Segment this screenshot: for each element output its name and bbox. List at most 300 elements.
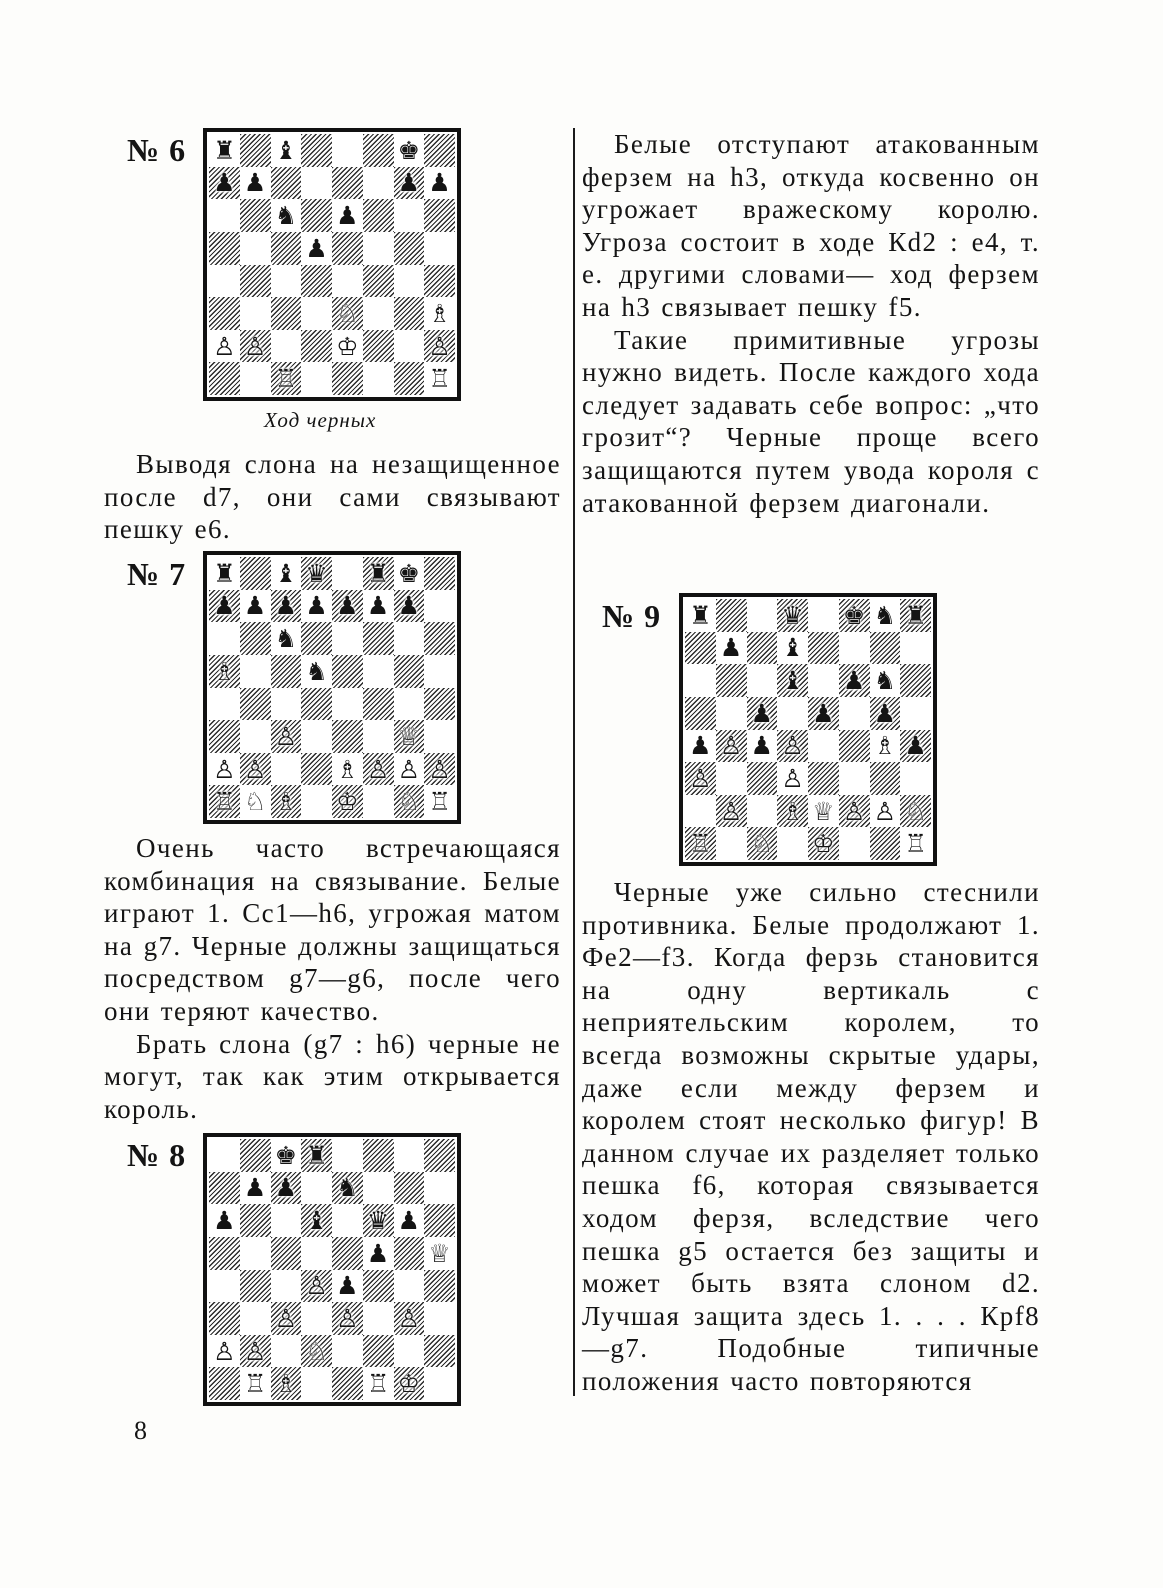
white-pawn-icon: ♙	[719, 731, 743, 761]
board-square	[301, 1139, 332, 1172]
white-rook-icon: ♖	[366, 1369, 390, 1399]
board-square	[424, 1302, 455, 1335]
board-square	[685, 697, 716, 730]
left-paragraph-1-block	[104, 448, 561, 546]
board-square	[271, 297, 302, 330]
white-rook-icon: ♖	[213, 787, 236, 817]
chess-diagram-7	[203, 551, 461, 824]
board-square	[240, 688, 271, 721]
white-pawn-icon: ♙	[243, 1336, 267, 1366]
board-square	[900, 664, 931, 697]
board-square	[363, 1335, 394, 1368]
board-square	[240, 1139, 271, 1172]
board-square	[301, 622, 332, 655]
right-paragraph-2: Такие примитивные угрозы нужно видеть. После каждого хода следует задавать себе вопрос: „что грозит“? Черные проще всего защищаются путем увода короля с атакованной ферзем диагонали.	[582, 324, 1040, 518]
black-queen-icon: ♛	[366, 1206, 390, 1236]
white-pawn-icon: ♙	[428, 754, 451, 784]
diagram-8-label: № 8	[127, 1137, 187, 1173]
board-square	[209, 297, 240, 330]
black-pawn-icon: ♟	[397, 591, 421, 621]
board-square	[839, 664, 870, 697]
board-square	[240, 785, 271, 818]
board-square	[209, 167, 240, 200]
board-square	[209, 720, 240, 753]
white-rook-icon: ♖	[904, 829, 927, 859]
board-square	[808, 762, 839, 795]
board-square	[332, 265, 363, 298]
white-bishop-icon: ♗	[274, 787, 298, 817]
board-square	[394, 1139, 425, 1172]
black-pawn-icon: ♟	[366, 1238, 390, 1268]
board-square	[240, 1204, 271, 1237]
column-divider	[573, 128, 575, 1396]
board-square	[808, 827, 839, 860]
right-paragraph-3-block	[582, 876, 1040, 1398]
board-square	[363, 655, 394, 688]
black-pawn-icon: ♟	[274, 591, 298, 621]
board-square	[240, 297, 271, 330]
board-square	[424, 655, 455, 688]
white-pawn-icon: ♙	[366, 754, 390, 784]
board-square	[363, 199, 394, 232]
board-square	[394, 232, 425, 265]
board-square	[271, 1302, 302, 1335]
chess-diagram-9	[679, 593, 937, 866]
board-square	[271, 232, 302, 265]
board-square	[301, 688, 332, 721]
left-paragraph-2: Очень часто встречающаяся комбинация на связывание. Белые играют 1. Сc1—h6, угрожая матом на g7. Черные должны защищаться посредством g7—g6, после чего они теряют качество.	[104, 833, 561, 1026]
black-pawn-icon: ♟	[366, 591, 390, 621]
white-bishop-icon: ♗	[873, 731, 897, 761]
board-square	[394, 167, 425, 200]
white-queen-icon: ♕	[428, 1238, 451, 1268]
board-square	[209, 265, 240, 298]
board-square	[363, 134, 394, 167]
black-bishop-icon: ♝	[781, 633, 804, 663]
black-pawn-icon: ♟	[719, 633, 743, 663]
board-square	[332, 688, 363, 721]
board-square	[900, 632, 931, 665]
white-rook-icon: ♖	[428, 364, 451, 394]
black-pawn-icon: ♟	[336, 591, 359, 621]
white-pawn-icon: ♙	[689, 763, 712, 793]
diagram-6-caption: Ход черных	[264, 408, 377, 432]
board-square	[363, 590, 394, 623]
board-square	[301, 753, 332, 786]
board-square	[777, 762, 808, 795]
board-square	[332, 1302, 363, 1335]
board-square	[424, 1172, 455, 1205]
board-square	[240, 1302, 271, 1335]
white-queen-icon: ♕	[397, 721, 421, 751]
white-king-icon: ♔	[397, 1369, 421, 1399]
white-pawn-icon: ♙	[274, 1303, 298, 1333]
board-square	[240, 362, 271, 395]
board-square	[394, 265, 425, 298]
board-square	[332, 622, 363, 655]
board-square	[271, 753, 302, 786]
board-square	[209, 330, 240, 363]
board-square	[747, 730, 778, 763]
black-queen-icon: ♛	[305, 558, 328, 588]
board-square	[271, 134, 302, 167]
white-queen-icon: ♕	[812, 796, 835, 826]
black-bishop-icon: ♝	[274, 135, 298, 165]
board-square	[424, 1139, 455, 1172]
board-square	[363, 1139, 394, 1172]
board-square	[301, 1302, 332, 1335]
board-square	[424, 590, 455, 623]
black-king-icon: ♚	[842, 600, 866, 630]
board-square	[363, 720, 394, 753]
board-square	[301, 297, 332, 330]
board-square	[271, 1335, 302, 1368]
board-square	[363, 330, 394, 363]
white-pawn-icon: ♙	[428, 331, 451, 361]
board-square	[777, 697, 808, 730]
black-pawn-icon: ♟	[336, 201, 359, 231]
board-square	[240, 265, 271, 298]
black-pawn-icon: ♟	[213, 1206, 236, 1236]
white-pawn-icon: ♙	[336, 1303, 359, 1333]
white-knight-icon: ♘	[305, 1336, 328, 1366]
board-square	[209, 753, 240, 786]
board-square	[747, 795, 778, 828]
board-square	[240, 1172, 271, 1205]
board-square	[240, 622, 271, 655]
white-pawn-icon: ♙	[213, 754, 236, 784]
board-square	[747, 827, 778, 860]
board-square	[685, 599, 716, 632]
board-square	[716, 827, 747, 860]
board-square	[271, 785, 302, 818]
board-square	[424, 785, 455, 818]
board-square	[209, 1367, 240, 1400]
board-square	[363, 557, 394, 590]
white-rook-icon: ♖	[689, 829, 712, 859]
black-pawn-icon: ♟	[842, 666, 866, 696]
black-knight-icon: ♞	[873, 600, 897, 630]
board-square	[271, 1204, 302, 1237]
board-square	[209, 1172, 240, 1205]
board-square	[777, 795, 808, 828]
board-square	[363, 753, 394, 786]
board-square	[394, 1302, 425, 1335]
board-square	[301, 265, 332, 298]
board-square	[301, 655, 332, 688]
left-paragraph-1: Выводя слона на незащищенное после d7, они сами связывают пешку е6.	[104, 449, 561, 545]
board-square	[716, 795, 747, 828]
board-square	[271, 1237, 302, 1270]
board-square	[900, 697, 931, 730]
board-square	[363, 1172, 394, 1205]
board-square	[870, 599, 901, 632]
board-square	[870, 730, 901, 763]
board-square	[240, 134, 271, 167]
board-square	[870, 762, 901, 795]
board-square	[209, 199, 240, 232]
black-pawn-icon: ♟	[274, 1173, 298, 1203]
white-rook-icon: ♖	[243, 1369, 267, 1399]
white-pawn-icon: ♙	[305, 1271, 328, 1301]
board-square	[271, 557, 302, 590]
board-square	[271, 720, 302, 753]
black-rook-icon: ♜	[689, 600, 712, 630]
black-pawn-icon: ♟	[305, 591, 328, 621]
board-square	[301, 330, 332, 363]
board-square	[394, 1270, 425, 1303]
board-square	[301, 362, 332, 395]
board-square	[271, 1367, 302, 1400]
black-bishop-icon: ♝	[274, 558, 298, 588]
black-pawn-icon: ♟	[243, 591, 267, 621]
board-square	[394, 590, 425, 623]
white-bishop-icon: ♗	[428, 298, 451, 328]
white-pawn-icon: ♙	[873, 796, 897, 826]
board-square	[870, 697, 901, 730]
page-number: 8	[134, 1416, 147, 1445]
black-pawn-icon: ♟	[243, 1173, 267, 1203]
board-square	[240, 167, 271, 200]
board-square	[808, 730, 839, 763]
board-square	[301, 167, 332, 200]
board-square	[394, 688, 425, 721]
board-square	[394, 1237, 425, 1270]
board-square	[394, 753, 425, 786]
board-square	[332, 1139, 363, 1172]
board-square	[363, 297, 394, 330]
white-pawn-icon: ♙	[274, 721, 298, 751]
board-square	[332, 1270, 363, 1303]
board-square	[394, 330, 425, 363]
white-bishop-icon: ♗	[213, 656, 236, 686]
board-square	[685, 827, 716, 860]
board-square	[271, 655, 302, 688]
board-square	[808, 697, 839, 730]
board-square	[301, 1367, 332, 1400]
board-square	[808, 599, 839, 632]
board-square	[332, 362, 363, 395]
board-square	[394, 557, 425, 590]
board-square	[301, 1172, 332, 1205]
board-square	[209, 362, 240, 395]
board-square	[332, 785, 363, 818]
board-square	[716, 697, 747, 730]
board-square	[209, 655, 240, 688]
board-square	[240, 557, 271, 590]
black-pawn-icon: ♟	[750, 731, 774, 761]
diagram-7-label: № 7	[127, 556, 187, 592]
white-bishop-icon: ♗	[336, 754, 359, 784]
black-pawn-icon: ♟	[213, 591, 236, 621]
board-square	[301, 1237, 332, 1270]
right-paragraphs-top-block	[582, 128, 1040, 519]
white-knight-icon: ♘	[243, 787, 267, 817]
board-square	[424, 557, 455, 590]
board-square	[424, 1335, 455, 1368]
board-square	[394, 1172, 425, 1205]
board-square	[716, 599, 747, 632]
white-pawn-icon: ♙	[213, 1336, 236, 1366]
board-square	[394, 134, 425, 167]
board-square	[394, 1204, 425, 1237]
board-square	[839, 795, 870, 828]
board-square	[424, 1367, 455, 1400]
board-square	[271, 1172, 302, 1205]
black-king-icon: ♚	[274, 1140, 298, 1170]
board-square	[777, 599, 808, 632]
board-square	[301, 232, 332, 265]
board-square	[716, 664, 747, 697]
board-square	[839, 827, 870, 860]
board-square	[240, 330, 271, 363]
board-square	[424, 622, 455, 655]
board-square	[301, 1335, 332, 1368]
white-bishop-icon: ♗	[274, 1369, 298, 1399]
board-square	[900, 795, 931, 828]
board-square	[900, 827, 931, 860]
white-knight-icon: ♘	[750, 829, 774, 859]
board-square	[424, 688, 455, 721]
white-king-icon: ♔	[336, 787, 359, 817]
board-square	[394, 655, 425, 688]
board-square	[424, 199, 455, 232]
board-square	[424, 330, 455, 363]
board-square	[747, 762, 778, 795]
board-square	[363, 1204, 394, 1237]
board-square	[394, 1335, 425, 1368]
white-pawn-icon: ♙	[243, 331, 267, 361]
board-square	[900, 599, 931, 632]
black-pawn-icon: ♟	[243, 168, 267, 198]
white-bishop-icon: ♗	[781, 796, 804, 826]
board-square	[332, 1172, 363, 1205]
board-square	[271, 199, 302, 232]
board-square	[424, 232, 455, 265]
board-square	[271, 622, 302, 655]
board-square	[240, 1367, 271, 1400]
board-square	[777, 827, 808, 860]
board-square	[332, 655, 363, 688]
board-square	[332, 330, 363, 363]
board-square	[209, 1139, 240, 1172]
board-square	[685, 664, 716, 697]
board-square	[332, 753, 363, 786]
board-square	[685, 762, 716, 795]
board-square	[209, 590, 240, 623]
board-square	[394, 1367, 425, 1400]
board-square	[394, 362, 425, 395]
black-knight-icon: ♞	[336, 1173, 359, 1203]
black-knight-icon: ♞	[305, 656, 328, 686]
white-pawn-icon: ♙	[842, 796, 866, 826]
black-bishop-icon: ♝	[305, 1206, 328, 1236]
board-square	[209, 1237, 240, 1270]
black-rook-icon: ♜	[213, 135, 236, 165]
black-king-icon: ♚	[397, 135, 421, 165]
board-square	[839, 730, 870, 763]
board-square	[424, 1204, 455, 1237]
board-square	[870, 795, 901, 828]
board-square	[870, 664, 901, 697]
board-square	[363, 1302, 394, 1335]
board-square	[301, 785, 332, 818]
board-square	[839, 762, 870, 795]
board-square	[363, 362, 394, 395]
board-square	[271, 688, 302, 721]
board-square	[332, 1204, 363, 1237]
board-square	[271, 265, 302, 298]
board-square	[363, 785, 394, 818]
board-square	[301, 199, 332, 232]
black-knight-icon: ♞	[873, 666, 897, 696]
board-square	[209, 1335, 240, 1368]
board-square	[301, 134, 332, 167]
board-square	[332, 1237, 363, 1270]
board-square	[900, 730, 931, 763]
board-square	[839, 697, 870, 730]
board-square	[240, 199, 271, 232]
black-knight-icon: ♞	[274, 624, 298, 654]
board-square	[209, 134, 240, 167]
board-square	[747, 697, 778, 730]
black-queen-icon: ♛	[781, 600, 804, 630]
board-square	[209, 785, 240, 818]
board-square	[301, 590, 332, 623]
board-square	[747, 632, 778, 665]
black-pawn-icon: ♟	[689, 731, 712, 761]
white-king-icon: ♔	[336, 331, 359, 361]
board-square	[363, 265, 394, 298]
chess-diagram-8	[203, 1133, 461, 1406]
board-square	[900, 762, 931, 795]
diagram-6-label: № 6	[127, 132, 187, 168]
white-knight-icon: ♘	[397, 787, 421, 817]
board-square	[424, 167, 455, 200]
board-square	[839, 599, 870, 632]
right-paragraph-3: Черные уже сильно стеснили противника. Белые продолжают 1. Фe2—f3. Когда ферзь становится на одну вертикаль с неприятельским королем, то всегда возможны скрытые удары, даже если между ферзем и королем стоят несколько фигур! В данном случае их разделяет только пешка f6, которая связывается ходом ферзя, вследствие чего пешка g5 остается без защиты и может быть взята слоном d2. Лучшая защита здесь 1. . . . Крf8—g7. Подобные типичные положения часто повторяются	[582, 877, 1040, 1396]
board-square	[363, 1270, 394, 1303]
right-paragraph-1: Белые отступают атакованным ферзем на h3, откуда косвенно он угрожает вражескому королю. Угроза состоит в ходе Кd2 : е4, т. е. другими словами— ход ферзем на h3 связывает пешку f5.	[582, 129, 1040, 322]
black-rook-icon: ♜	[213, 558, 236, 588]
board-square	[808, 664, 839, 697]
black-knight-icon: ♞	[274, 201, 298, 231]
board-square	[301, 1204, 332, 1237]
board-square	[209, 622, 240, 655]
board-square	[808, 795, 839, 828]
white-pawn-icon: ♙	[781, 731, 804, 761]
board-square	[271, 1270, 302, 1303]
white-king-icon: ♔	[812, 829, 835, 859]
board-square	[209, 1302, 240, 1335]
white-pawn-icon: ♙	[719, 796, 743, 826]
board-square	[240, 720, 271, 753]
black-pawn-icon: ♟	[213, 168, 236, 198]
board-square	[363, 167, 394, 200]
board-square	[424, 753, 455, 786]
board-square	[394, 785, 425, 818]
board-square	[209, 557, 240, 590]
white-pawn-icon: ♙	[243, 754, 267, 784]
board-square	[685, 795, 716, 828]
board-square	[394, 199, 425, 232]
chess-diagram-6	[203, 128, 461, 401]
board-square	[240, 655, 271, 688]
black-pawn-icon: ♟	[812, 698, 835, 728]
black-bishop-icon: ♝	[781, 666, 804, 696]
board-square	[777, 664, 808, 697]
board-square	[332, 590, 363, 623]
